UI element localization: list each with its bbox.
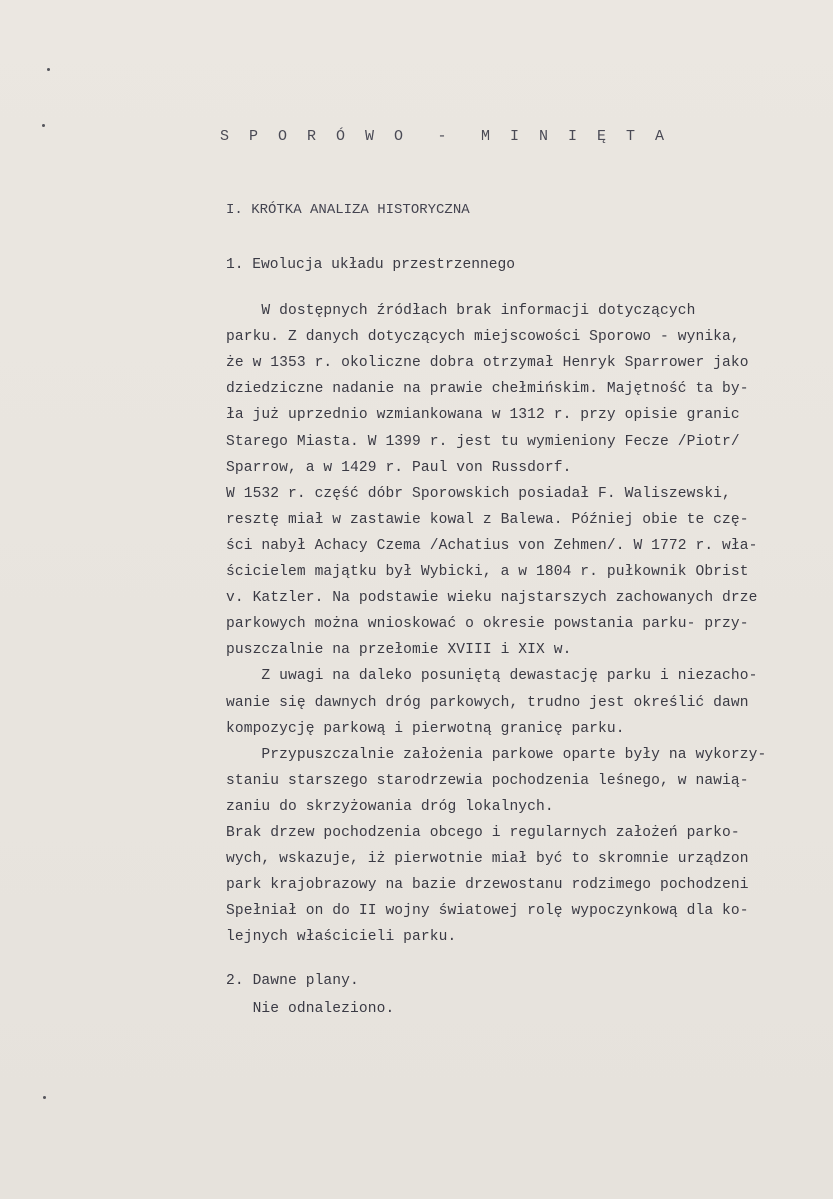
body-line: v. Katzler. Na podstawie wieku najstarszych zachowanych drze bbox=[226, 590, 758, 607]
body-line: Sparrow, a w 1429 r. Paul von Russdorf. bbox=[226, 459, 572, 476]
body-line: ścicielem majątku był Wybicki, a w 1804 r. pułkownik Obrist bbox=[226, 564, 749, 580]
subsection-heading-1: 1. Ewolucja układu przestrzennego bbox=[226, 257, 516, 273]
body-line: Spełniał on do II wojny światowej rolę wypoczynkową dla ko- bbox=[226, 903, 749, 920]
subsection-heading-2: 2. Dawne plany. bbox=[226, 973, 359, 989]
body-line: W 1532 r. część dóbr Sporowskich posiadał F. Waliszewski, bbox=[226, 485, 731, 502]
body-line: park krajobrazowy na bazie drzewostanu rodzimego pochodzeni bbox=[226, 877, 749, 894]
punch-hole-mark bbox=[43, 1096, 46, 1099]
body-line: resztę miał w zastawie kowal z Balewa. Później obie te czę- bbox=[226, 511, 749, 528]
body-line: lejnych właścicieli parku. bbox=[226, 929, 457, 946]
body-line: Przypuszczalnie założenia parkowe oparte były na wykorzy- bbox=[226, 746, 767, 763]
punch-hole-mark bbox=[42, 124, 45, 127]
body-line: zaniu do skrzyżowania dróg lokalnych. bbox=[226, 798, 554, 815]
body-line: ła już uprzednio wzmiankowana w 1312 r. przy opisie granic bbox=[226, 407, 740, 424]
body-line: Brak drzew pochodzenia obcego i regularnych założeń parko- bbox=[226, 825, 740, 841]
body-line: kompozycję parkową i pierwotną granicę parku. bbox=[226, 720, 625, 737]
body-line: puszczalnie na przełomie XVIII i XIX w. bbox=[226, 642, 572, 659]
body-line: że w 1353 r. okoliczne dobra otrzymał Henryk Sparrower jako bbox=[226, 355, 749, 372]
punch-hole-mark bbox=[47, 68, 50, 71]
body-line: wanie się dawnych dróg parkowych, trudno jest określić dawn bbox=[226, 694, 749, 711]
body-line: ści nabył Achacy Czema /Achatius von Zehmen/. W 1772 r. wła- bbox=[226, 537, 758, 554]
body-line: Z uwagi na daleko posuniętą dewastację parku i niezacho- bbox=[226, 668, 758, 685]
body-line: parkowych można wnioskować o okresie powstania parku- przy- bbox=[226, 616, 749, 633]
body-line: W dostępnych źródłach brak informacji dotyczących bbox=[226, 303, 696, 319]
subsection-2-body: Nie odnaleziono. bbox=[226, 1001, 395, 1017]
body-line: Starego Miasta. W 1399 r. jest tu wymieniony Fecze /Piotr/ bbox=[226, 433, 740, 450]
body-line: dziedziczne nadanie na prawie chełmińskim. Majętność ta by- bbox=[226, 381, 749, 398]
body-line: staniu starszego starodrzewia pochodzenia leśnego, w nawią- bbox=[226, 772, 749, 789]
body-line: parku. Z danych dotyczących miejscowości Sporowo - wynika, bbox=[226, 329, 740, 346]
body-line: wych, wskazuje, iż pierwotnie miał być to skromnie urządzon bbox=[226, 851, 749, 868]
document-title: S P O R Ó W O - M I N I Ę T A bbox=[220, 128, 670, 145]
section-heading: I. KRÓTKA ANALIZA HISTORYCZNA bbox=[226, 202, 470, 218]
